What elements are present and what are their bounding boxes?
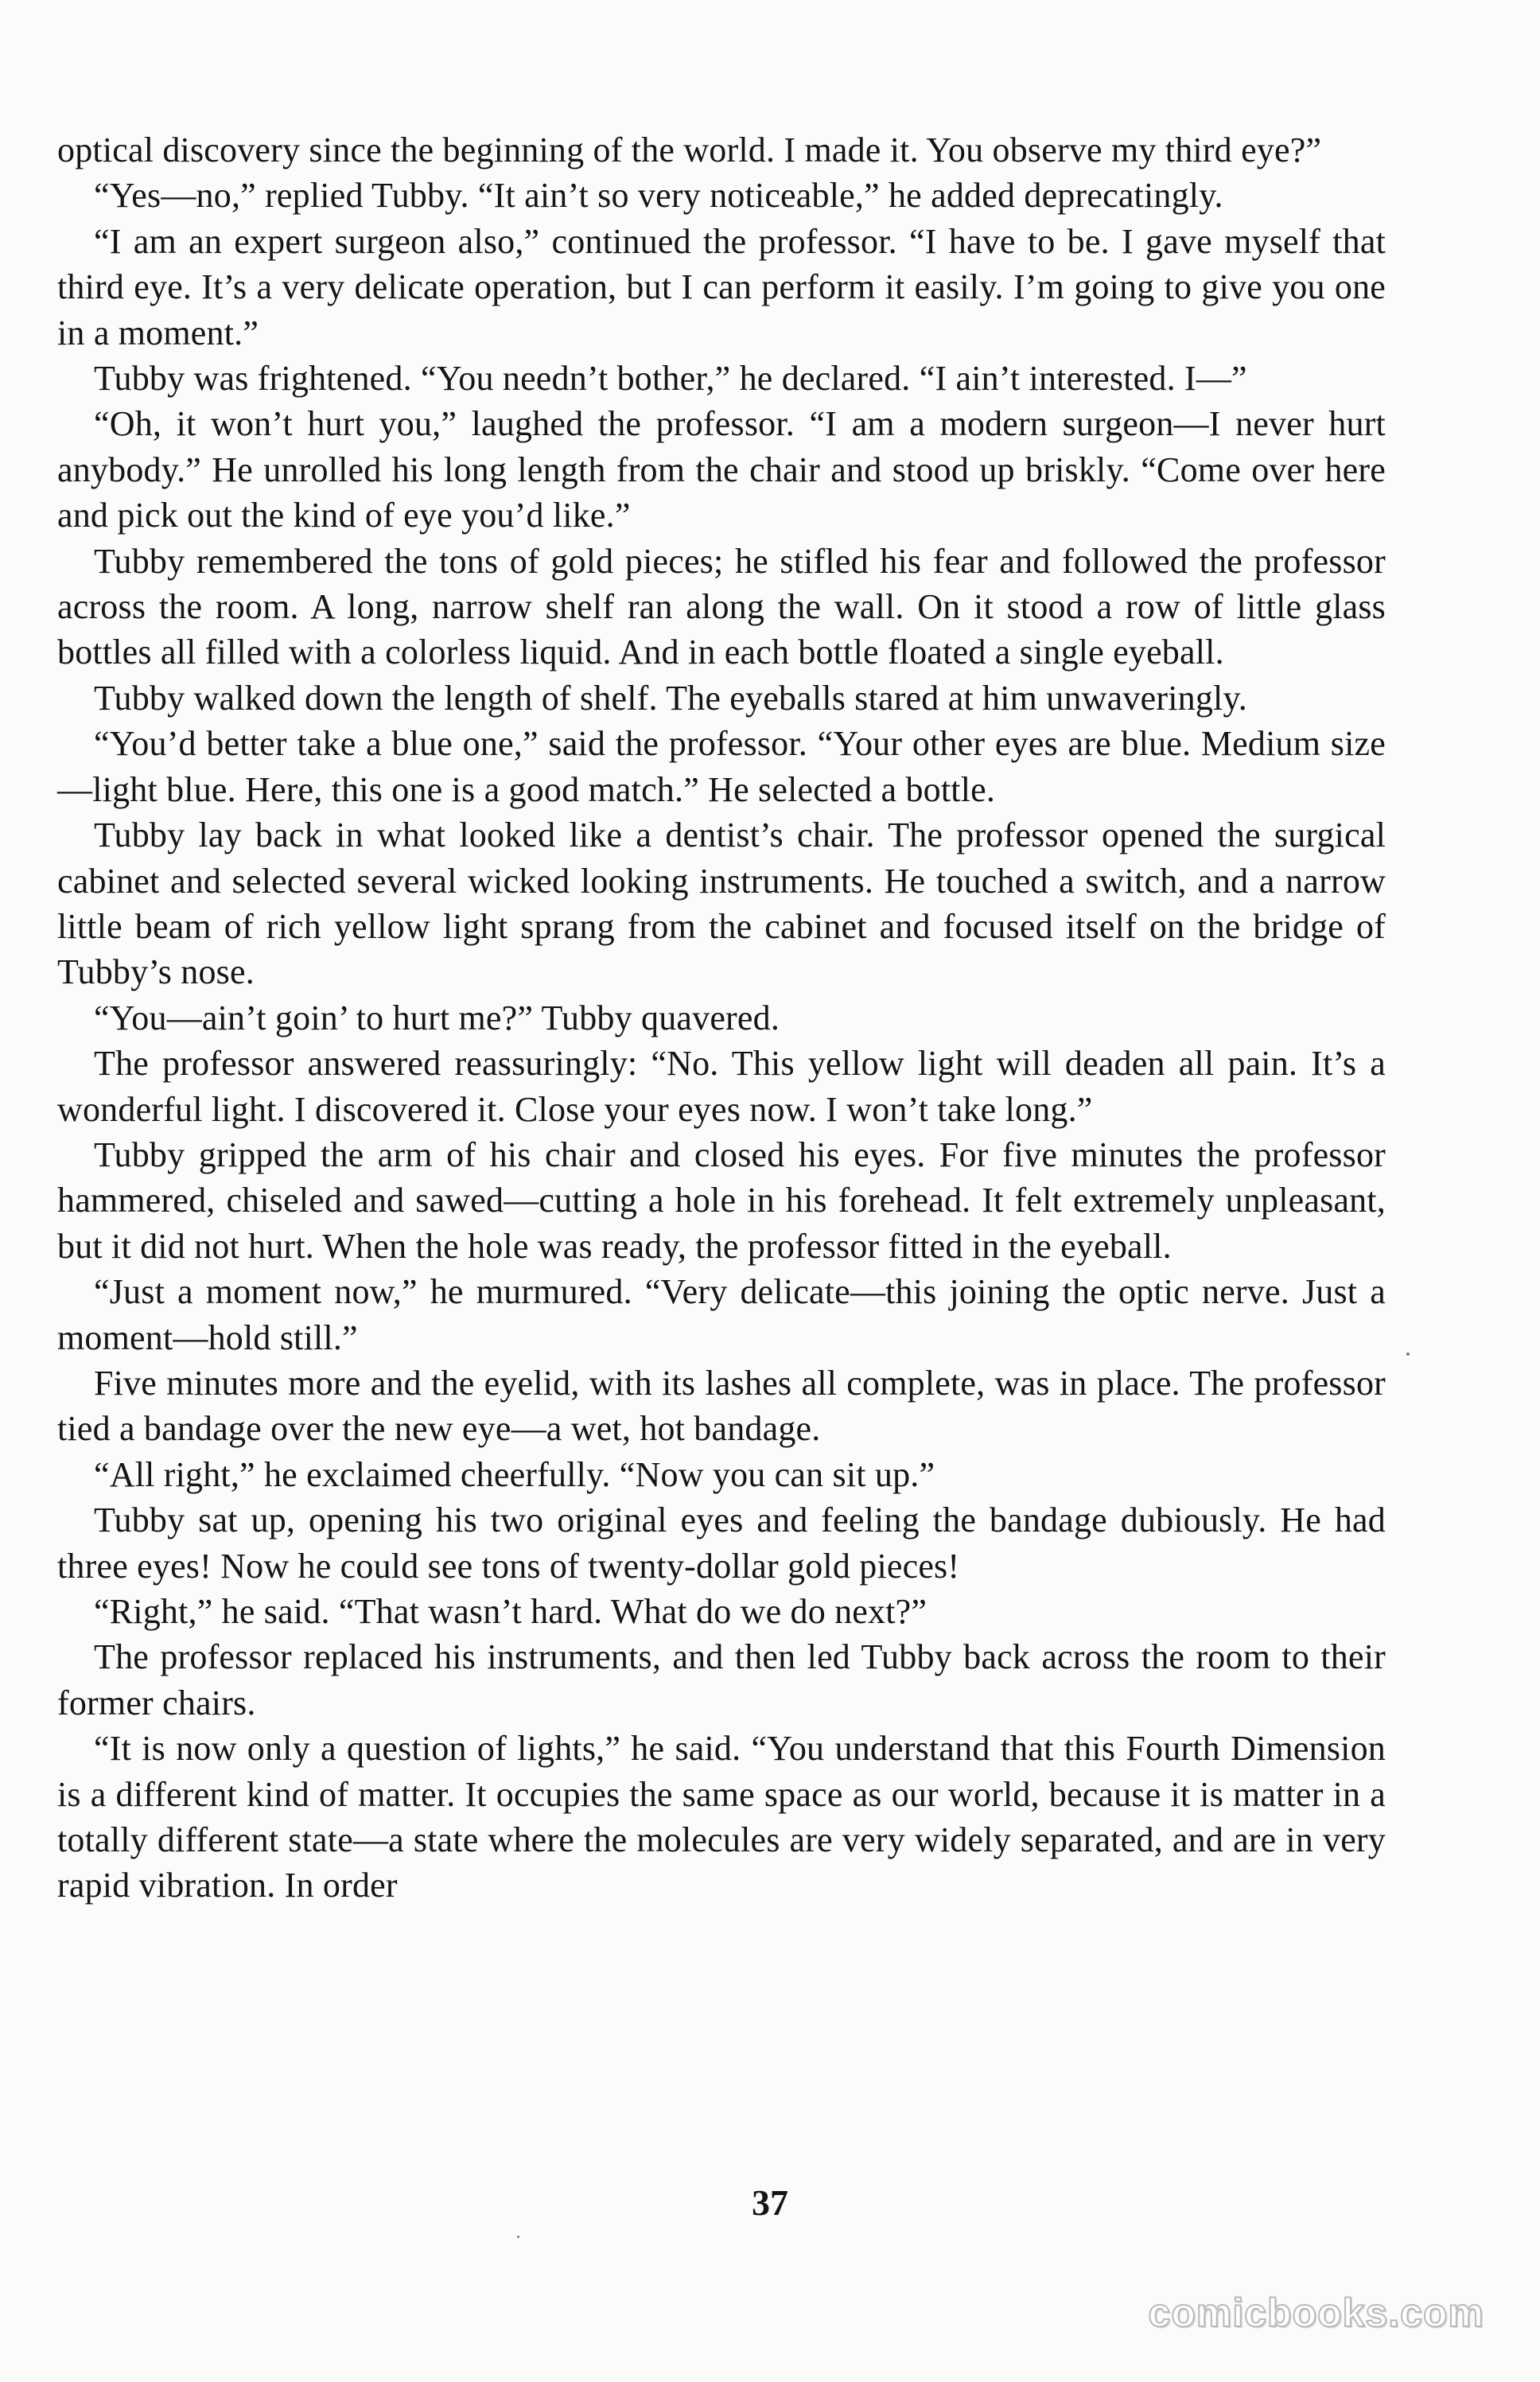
paragraph: “Oh, it won’t hurt you,” laughed the professor. “I am a modern surgeon—I never hurt anybody.” He unrolled his long length from the chair and stood up briskly. “Come over here and pick out the kind of eye you’d like.” — [57, 404, 1386, 535]
paragraph: Five minutes more and the eyelid, with its lashes all complete, was in place. The professor tied a bandage over the new eye—a wet, hot bandage. — [57, 1363, 1386, 1449]
paragraph: The professor answered reassuringly: “No. This yellow light will deaden all pain. It’s a wonderful light. I discovered it. Close your eyes now. I won’t take long.” — [57, 1044, 1386, 1129]
paragraph: “All right,” he exclaimed cheerfully. “Now you can sit up.” — [94, 1454, 935, 1494]
paragraph: Tubby walked down the length of shelf. The eyeballs stared at him unwaveringly. — [94, 678, 1247, 718]
paragraph: “It is now only a question of lights,” he said. “You understand that this Fourth Dimension is a different kind of matter. It occupies the same space as our world, because it is matter in a totally different state—a state where the molecules are very widely separated, and are in very rapid vibration. In order — [57, 1729, 1386, 1905]
paragraph: Tubby was frightened. “You needn’t bother,” he declared. “I ain’t interested. I—” — [94, 359, 1247, 399]
paragraph: “Right,” he said. “That wasn’t hard. What do we do next?” — [94, 1592, 928, 1631]
paragraph: Tubby sat up, opening his two original eyes and feeling the bandage dubiously. He had three eyes! Now he could see tons of twenty-dollar gold pieces! — [57, 1500, 1386, 1586]
paragraph: Tubby remembered the tons of gold pieces; he stifled his fear and followed the professor across the room. A long, narrow shelf ran along the wall. On it stood a row of little glass bottles all filled with a colorless liquid. And in each bottle floated a single eyeball. — [57, 541, 1386, 672]
paragraph: optical discovery since the beginning of the world. I made it. You observe my third eye?” — [57, 130, 1322, 169]
scan-speck — [1406, 1353, 1410, 1356]
paragraph: “You’d better take a blue one,” said the professor. “Your other eyes are blue. Medium size—light blue. Here, this one is a good match.” He selected a bottle. — [57, 724, 1386, 809]
watermark-logo: comicbooks.com — [1148, 2291, 1484, 2335]
page-number: 37 — [752, 2182, 788, 2223]
paragraph: “I am an expert surgeon also,” continued the professor. “I have to be. I gave myself that third eye. It’s a very delicate operation, but I can perform it easily. I’m going to give you one in a moment.” — [57, 221, 1386, 352]
paragraph: The professor replaced his instruments, and then led Tubby back across the room to their former chairs. — [57, 1637, 1386, 1722]
scan-speck — [517, 2236, 519, 2238]
paragraph: “Yes—no,” replied Tubby. “It ain’t so very noticeable,” he added deprecatingly. — [94, 176, 1223, 216]
paragraph: “Just a moment now,” he murmured. “Very delicate—this joining the optic nerve. Just a moment—hold still.” — [57, 1272, 1386, 1357]
paragraph: “You—ain’t goin’ to hurt me?” Tubby quavered. — [94, 998, 780, 1037]
paragraph: Tubby gripped the arm of his chair and closed his eyes. For five minutes the professor hammered, chiseled and sawed—cutting a hole in his forehead. It felt extremely unpleasant, but it did not hurt. When the hole was ready, the professor fitted in the eyeball. — [57, 1135, 1386, 1266]
body-text — [57, 127, 1386, 1909]
paragraph: Tubby lay back in what looked like a dentist’s chair. The professor opened the surgical cabinet and selected several wicked looking instruments. He touched a switch, and a narrow little beam of rich yellow light sprang from the cabinet and focused itself on the bridge of Tubby’s nose. — [57, 815, 1386, 992]
